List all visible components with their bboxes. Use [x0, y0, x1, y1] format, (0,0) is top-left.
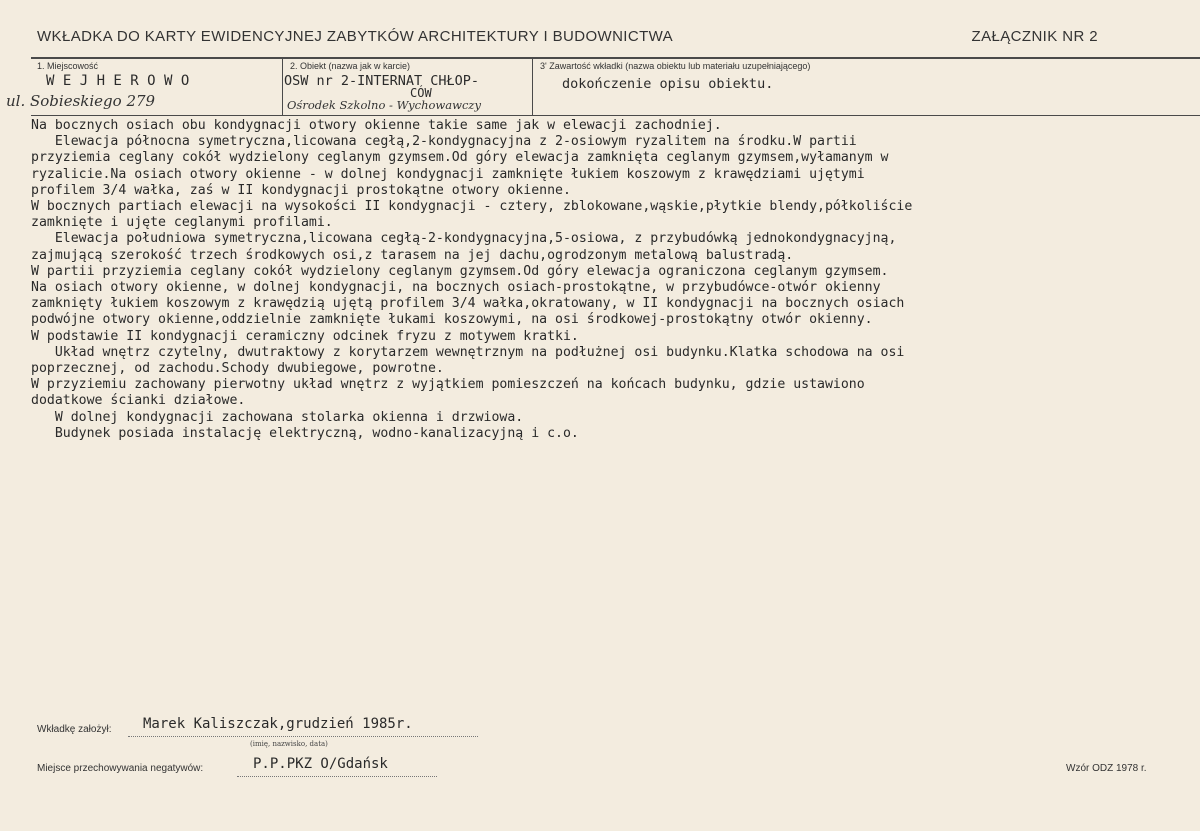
- description-body: [31, 118, 1196, 442]
- body-line: podwójne otwory okienne,oddzielnie zamknięte łukami koszowymi, na osi środkowej-prostokątny otwór okienny.: [31, 312, 873, 328]
- field-divider-1: [282, 58, 283, 115]
- body-line: W dolnej kondygnacji zachowana stolarka okienna i drzwiowa.: [31, 409, 524, 425]
- body-line: W podstawie II kondygnacji ceramiczny odcinek fryzu z motywem kratki.: [31, 328, 579, 344]
- body-line: przyziemia ceglany cokół wydzielony ceglanym gzymsem.Od góry elewacja zamknięta ceglanym gzymsem,wyłamanym w: [31, 150, 889, 166]
- form-code: Wzór ODZ 1978 r.: [1066, 763, 1147, 774]
- object-value-continuation: CÓW: [410, 86, 432, 100]
- body-line: W partii przyziemia ceglany cokół wydzielony ceglanym gzymsem.Od góry elewacja ograniczona ceglanym gzymsem.: [31, 263, 889, 279]
- object-handwritten-name: Ośrodek Szkolno - Wychowawczy: [287, 98, 481, 112]
- place-label: 1. Miejscowość: [37, 61, 99, 71]
- body-line: Elewacja północna symetryczna,licowana cegłą,2-kondygnacyjna z 2-osiowym ryzalitem na środku.W partii: [31, 134, 857, 150]
- body-line: zamknięty łukiem koszowym z krawędzią ujętą profilem 3/4 wałka,okratowany, w II kondygnacji na bocznych osiach: [31, 296, 905, 312]
- body-line: Na osiach otwory okienne, w dolnej kondygnacji, na bocznych osiach-prostokątne, w przybudówce-otwór okienny: [31, 280, 881, 296]
- author-value: Marek Kaliszczak,grudzień 1985r.: [143, 716, 413, 732]
- body-line: Budynek posiada instalację elektryczną, wodno-kanalizacyjną i c.o.: [31, 425, 579, 441]
- field-divider-2: [532, 58, 533, 115]
- author-dotted-line: [128, 736, 478, 737]
- object-label: 2. Obiekt (nazwa jak w karcie): [290, 61, 411, 71]
- body-line: Na bocznych osiach obu kondygnacji otwory okienne takie same jak w elewacji zachodniej.: [31, 118, 722, 133]
- card-title: WKŁADKA DO KARTY EWIDENCYJNEJ ZABYTKÓW ARCHITEKTURY I BUDOWNICTWA: [37, 28, 674, 45]
- field-rule: [31, 115, 1200, 116]
- body-line: W przyziemiu zachowany pierwotny układ wnętrz z wyjątkiem pomieszczeń na końcach budynku, gdzie ustawiono: [31, 377, 865, 393]
- author-hint: (imię, nazwisko, data): [250, 740, 328, 748]
- content-label: 3' Zawartość wkładki (nazwa obiektu lub materiału uzupełniającego): [540, 61, 811, 71]
- annex-number: ZAŁĄCZNIK NR 2: [971, 28, 1098, 45]
- body-line: ryzalicie.Na osiach otwory okienne - w dolnej kondygnacji zamknięte łukiem koszowym z krawędziami ujętymi: [31, 166, 865, 182]
- object-value: OSW nr 2-INTERNAT CHŁOP-: [284, 73, 480, 89]
- body-line: dodatkowe ścianki działowe.: [31, 393, 246, 409]
- body-line: W bocznych partiach elewacji na wysokości II kondygnacji - cztery, zblokowane,wąskie,płytkie blendy,półkoliście: [31, 199, 913, 215]
- negatives-dotted-line: [237, 776, 437, 777]
- body-line: Elewacja południowa symetryczna,licowana cegłą-2-kondygnacyjna,5-osiowa, z przybudówką jednokondygnacyjną,: [31, 231, 897, 247]
- place-handwritten-address: ul. Sobieskiego 279: [6, 92, 156, 110]
- body-line: zamknięte i ujęte ceglanymi profilami.: [31, 215, 333, 231]
- author-label: Wkładkę założył:: [37, 724, 112, 735]
- top-rule: [31, 57, 1200, 59]
- content-value: dokończenie opisu obiektu.: [562, 76, 774, 92]
- negatives-label: Miejsce przechowywania negatywów:: [37, 763, 204, 774]
- place-value: W E J H E R O W O: [46, 73, 190, 89]
- body-line: profilem 3/4 wałka, zaś w II kondygnacji prostokątne otwory okienne.: [31, 182, 571, 198]
- body-line: zajmującą szerokość trzech środkowych osi,z tarasem na jej dachu,ogrodzonym metalową balustradą.: [31, 247, 794, 263]
- negatives-value: P.P.PKZ O/Gdańsk: [253, 756, 388, 772]
- body-line: poprzecznej, od zachodu.Schody dwubiegowe, powrotne.: [31, 361, 444, 377]
- body-line: Układ wnętrz czytelny, dwutraktowy z korytarzem wewnętrznym na podłużnej osi budynku.Klatka schodowa na osi: [31, 344, 905, 360]
